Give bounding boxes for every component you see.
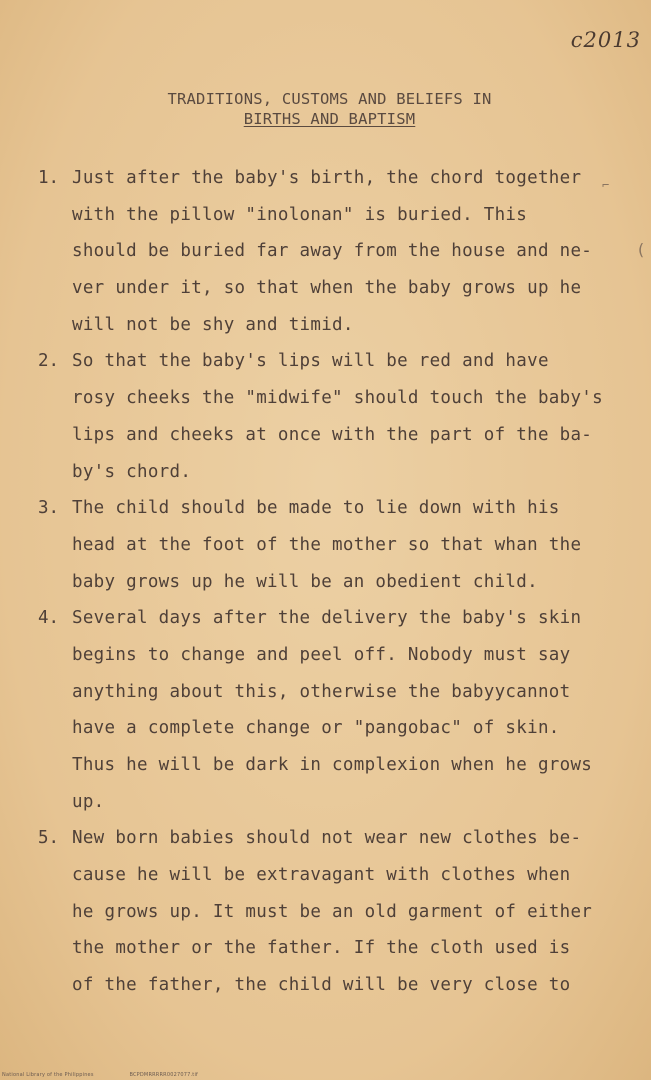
item-text-line: So that the baby's lips will be red and have xyxy=(72,351,549,372)
item-number: 4. xyxy=(38,608,60,629)
list-item xyxy=(38,160,628,343)
scan-footer xyxy=(2,1072,232,1078)
item-text-line: baby grows up he will be an obedient child. xyxy=(72,571,538,592)
margin-mark: ⌐ xyxy=(602,178,610,192)
item-text-line: anything about this, otherwise the babyycannot xyxy=(72,681,571,702)
reference-code: c2013 xyxy=(570,28,641,52)
item-number: 1. xyxy=(38,168,60,188)
item-number: 3. xyxy=(38,498,60,519)
item-text-line: should be buried far away from the house and ne- xyxy=(72,241,593,262)
title-line-1: TRADITIONS, CUSTOMS AND BELIEFS IN xyxy=(167,90,492,108)
margin-mark: ( xyxy=(636,240,646,259)
item-text-line: cause he will be extravagant with clothes when xyxy=(72,865,571,886)
item-text-line: Several days after the delivery the baby's skin xyxy=(72,608,582,629)
item-text-line: he grows up. It must be an old garment of either xyxy=(72,901,593,922)
item-text-line: with the pillow "inolonan" is buried. This xyxy=(72,204,528,225)
footer-source: National Library of the Philippines xyxy=(2,1072,94,1078)
list-item xyxy=(38,490,628,600)
item-text-line: will not be shy and timid. xyxy=(72,314,354,335)
list-item xyxy=(38,343,628,490)
item-text-line: Just after the baby's birth, the chord together xyxy=(72,168,582,188)
item-text-line: the mother or the father. If the cloth used is xyxy=(72,938,571,959)
list-item xyxy=(38,820,628,1003)
item-text-line: begins to change and peel off. Nobody must say xyxy=(72,644,571,665)
item-text-line: New born babies should not wear new clothes be- xyxy=(72,828,582,849)
title-line-2: BIRTHS AND BAPTISM xyxy=(243,110,416,128)
item-number: 5. xyxy=(38,828,60,849)
belief-list xyxy=(38,160,628,1004)
page-title xyxy=(0,90,651,128)
item-text-line: have a complete change or "pangobac" of skin. xyxy=(72,718,560,739)
item-text-line: of the father, the child will be very close to xyxy=(72,975,571,996)
item-text-line: lips and cheeks at once with the part of the ba- xyxy=(72,424,593,445)
item-number: 2. xyxy=(38,351,60,372)
footer-filename: BCPDMRRRRR0027077.tif xyxy=(129,1072,198,1078)
item-text-line: by's chord. xyxy=(72,461,192,482)
item-text-line: Thus he will be dark in complexion when he grows xyxy=(72,755,593,775)
item-text-line: The child should be made to lie down with his xyxy=(72,498,560,519)
item-text-line: ver under it, so that when the baby grows up he xyxy=(72,278,582,299)
item-text-line: rosy cheeks the "midwife" should touch the baby's xyxy=(72,388,603,409)
item-text-line: up. xyxy=(72,791,105,812)
item-text-line: head at the foot of the mother so that whan the xyxy=(72,534,582,555)
list-item xyxy=(38,600,628,820)
